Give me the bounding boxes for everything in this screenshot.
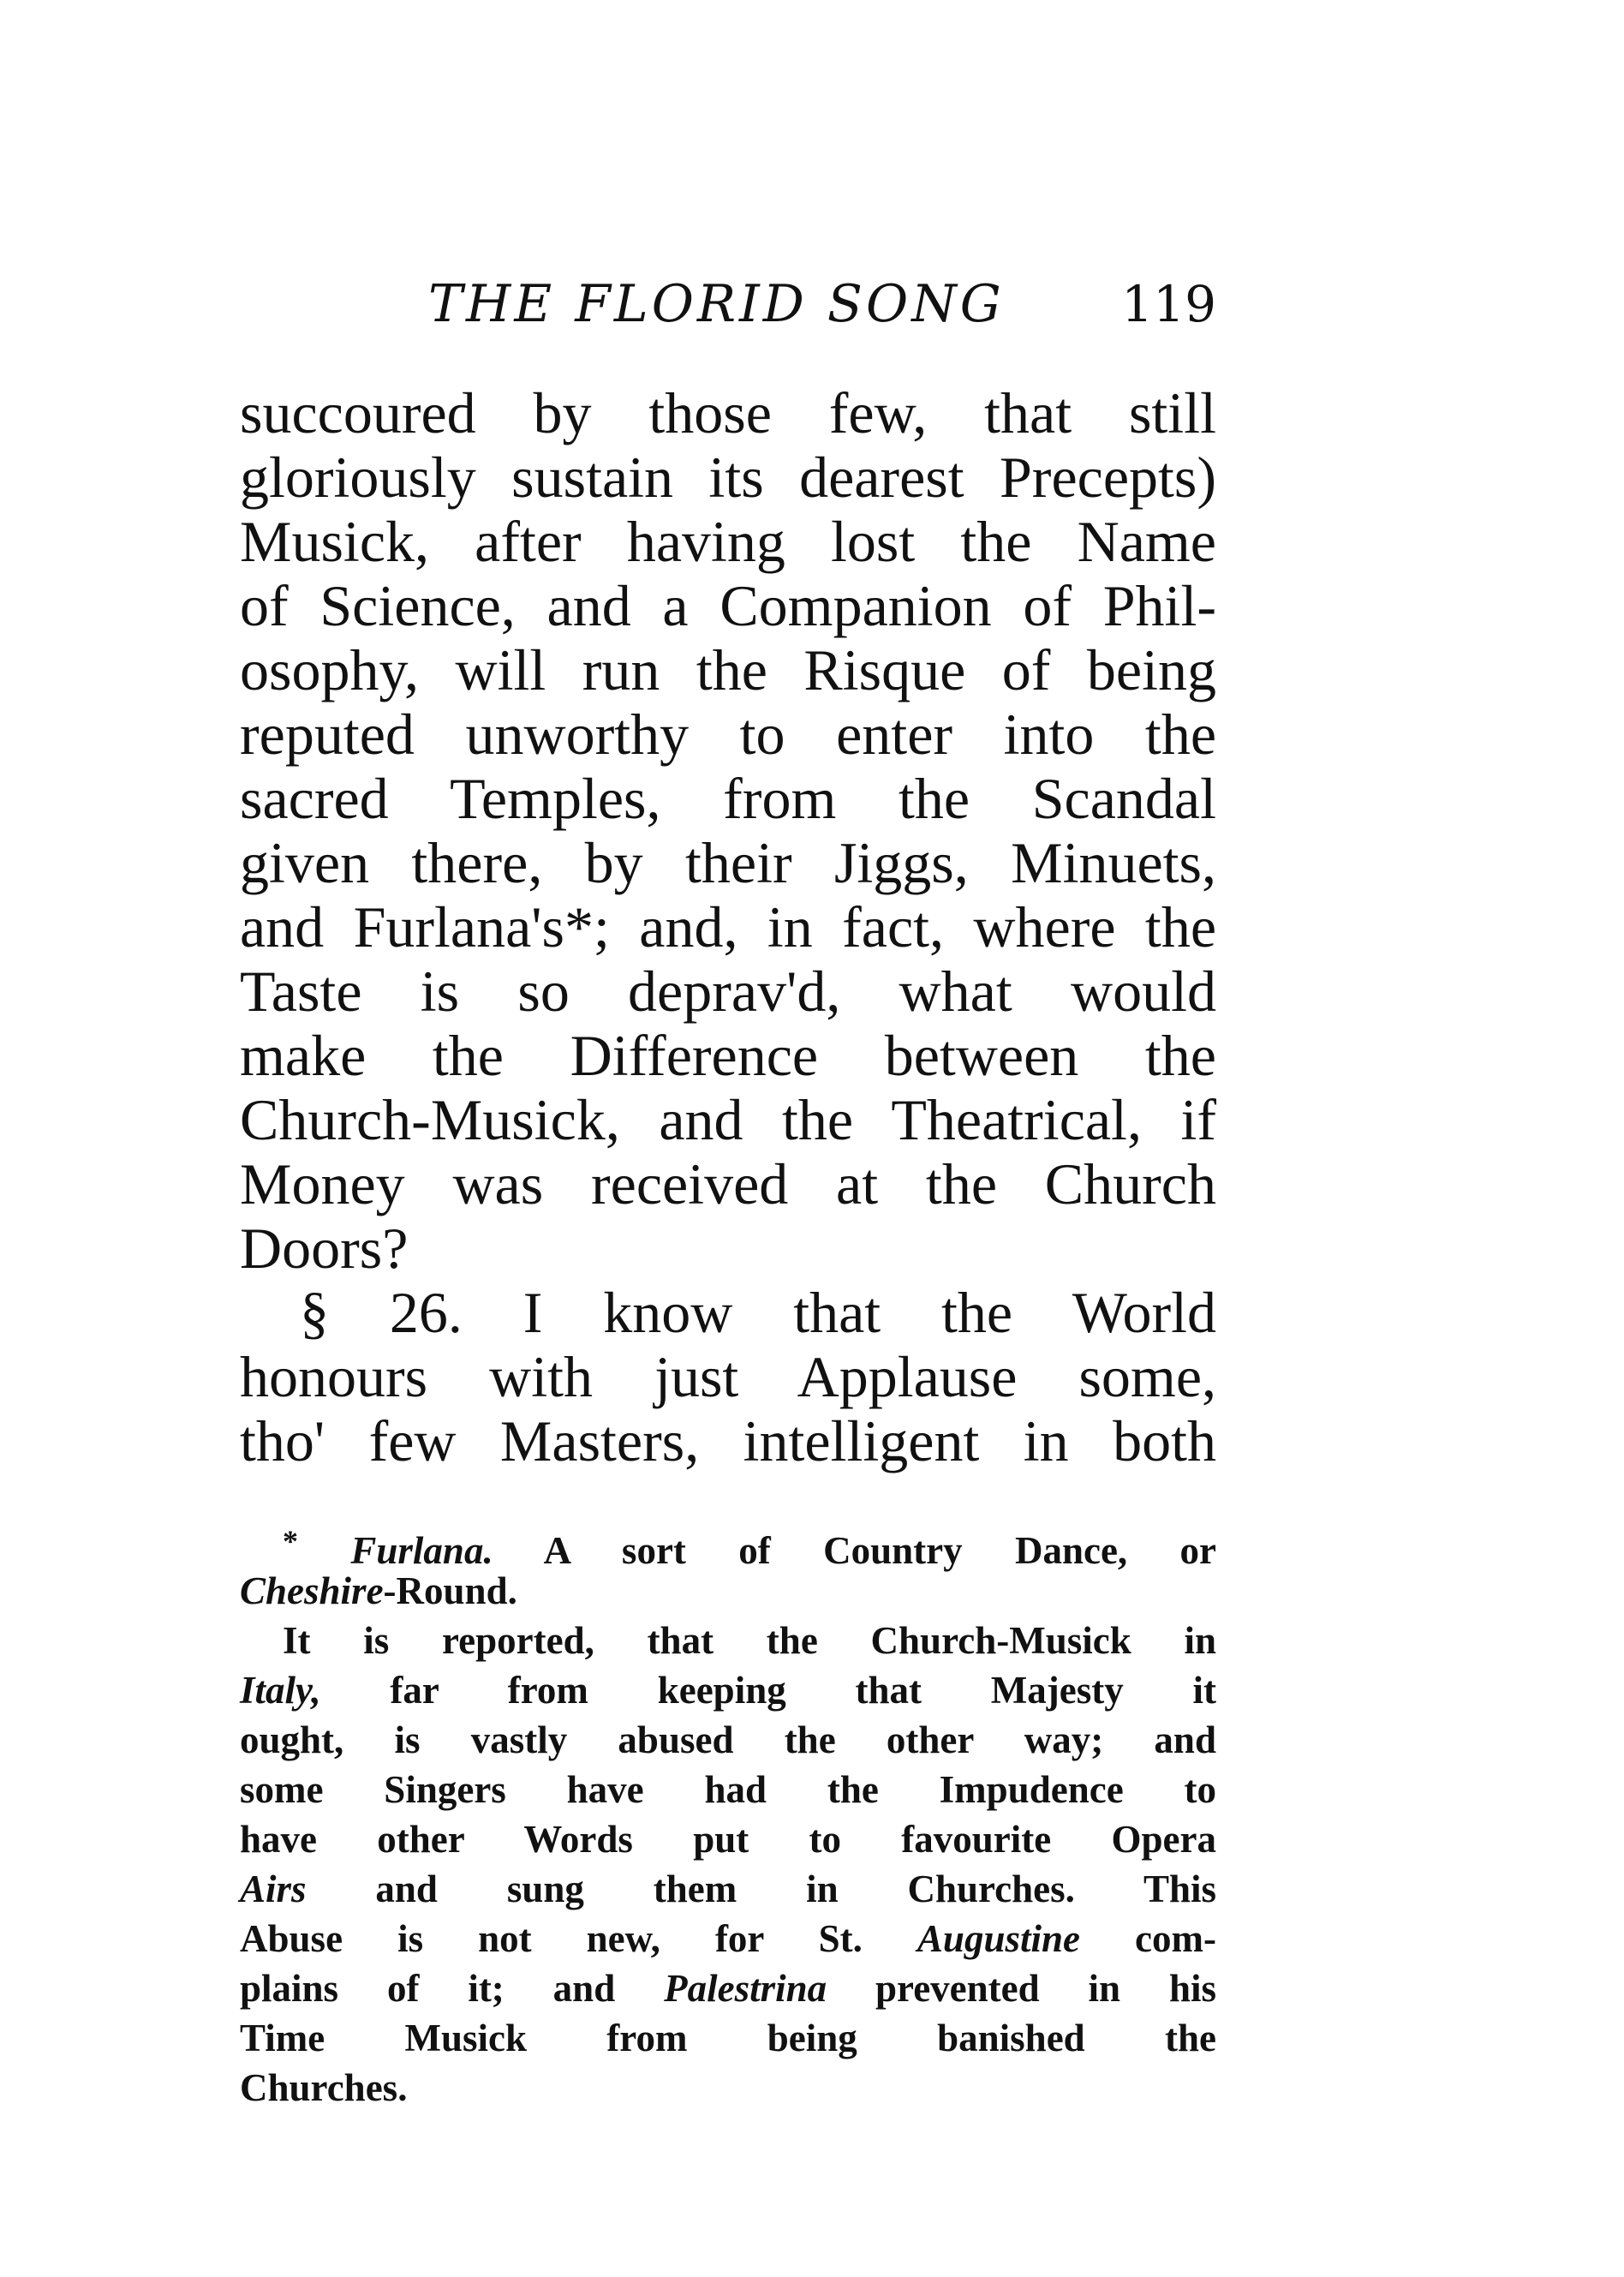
- footnote-italic: Augustine: [916, 1917, 1081, 1960]
- footnote-line: some Singers have had the Impudence to: [240, 1768, 1216, 1811]
- footnote-line: Time Musick from being banished the: [240, 2017, 1216, 2059]
- footnote-term: Furlana.: [350, 1529, 493, 1572]
- text-line: given there, by their Jiggs, Minuets,: [240, 830, 1216, 895]
- text-line: Money was received at the Church: [240, 1151, 1216, 1216]
- text-line: tho' few Masters, intelligent in both: [240, 1408, 1216, 1473]
- text-line: Musick, after having lost the Name: [240, 509, 1216, 574]
- footnote-text: -Round.: [383, 1569, 517, 1612]
- text-line: gloriously sustain its dearest Precepts): [240, 445, 1216, 510]
- footnote-text: prevented in his: [827, 1967, 1216, 2010]
- footnote-italic: Cheshire: [240, 1569, 384, 1612]
- footnote-line: [240, 1914, 1216, 1963]
- section-start-line: § 26. I know that the World: [300, 1280, 1216, 1345]
- running-header: [240, 270, 1216, 338]
- footnote-line: It is reported, that the Church-Musick in: [283, 1619, 1216, 1662]
- footnote-line: [240, 1864, 1216, 1914]
- footnote-line: have other Words put to favourite Opera: [240, 1818, 1216, 1861]
- footnote-line: ought, is vastly abused the other way; and: [240, 1718, 1216, 1761]
- footnote-line: [240, 1665, 1216, 1715]
- footnote-text: plains of it; and: [240, 1967, 665, 2010]
- footnote-line: [240, 1516, 1216, 1572]
- page-number: 119: [1121, 275, 1216, 333]
- footnote-text: far from keeping that Majesty it: [320, 1669, 1216, 1712]
- text-line: and Furlana's*; and, in fact, where the: [240, 894, 1216, 959]
- footnote-italic: Palestrina: [664, 1967, 827, 2010]
- text-line: Taste is so deprav'd, what would: [240, 959, 1216, 1024]
- text-line: of Science, and a Companion of Phil-: [240, 573, 1216, 638]
- footnote-definition: A sort of Country Dance, or: [493, 1529, 1216, 1572]
- text-line: succoured by those few, that still: [240, 380, 1216, 445]
- footnote-line: [240, 1566, 1216, 1616]
- text-line: sacred Temples, from the Scandal: [240, 766, 1216, 831]
- text-line: Doors?: [240, 1216, 409, 1281]
- running-title: THE FLORID SONG: [428, 274, 1005, 334]
- footnote-marker: *: [283, 1524, 298, 1558]
- main-text: [240, 381, 1216, 1473]
- footnote-line: [240, 1963, 1216, 2013]
- text-line: reputed unworthy to enter into the: [240, 702, 1216, 767]
- footnote-text: Abuse is not new, for St.: [240, 1917, 917, 1960]
- text-line: Church-Musick, and the Theatrical, if: [240, 1087, 1216, 1152]
- footnote-block: [240, 1516, 1216, 2113]
- footnote-line: Churches.: [240, 2066, 408, 2109]
- text-line: osophy, will run the Risque of being: [240, 637, 1216, 702]
- footnote-italic: Italy,: [240, 1669, 321, 1712]
- text-line: make the Difference between the: [240, 1023, 1216, 1088]
- text-line: honours with just Applause some,: [240, 1344, 1216, 1409]
- footnote-italic: Airs: [240, 1868, 307, 1910]
- footnote-text: and sung them in Churches. This: [306, 1868, 1216, 1910]
- footnote-text: com-: [1080, 1917, 1216, 1960]
